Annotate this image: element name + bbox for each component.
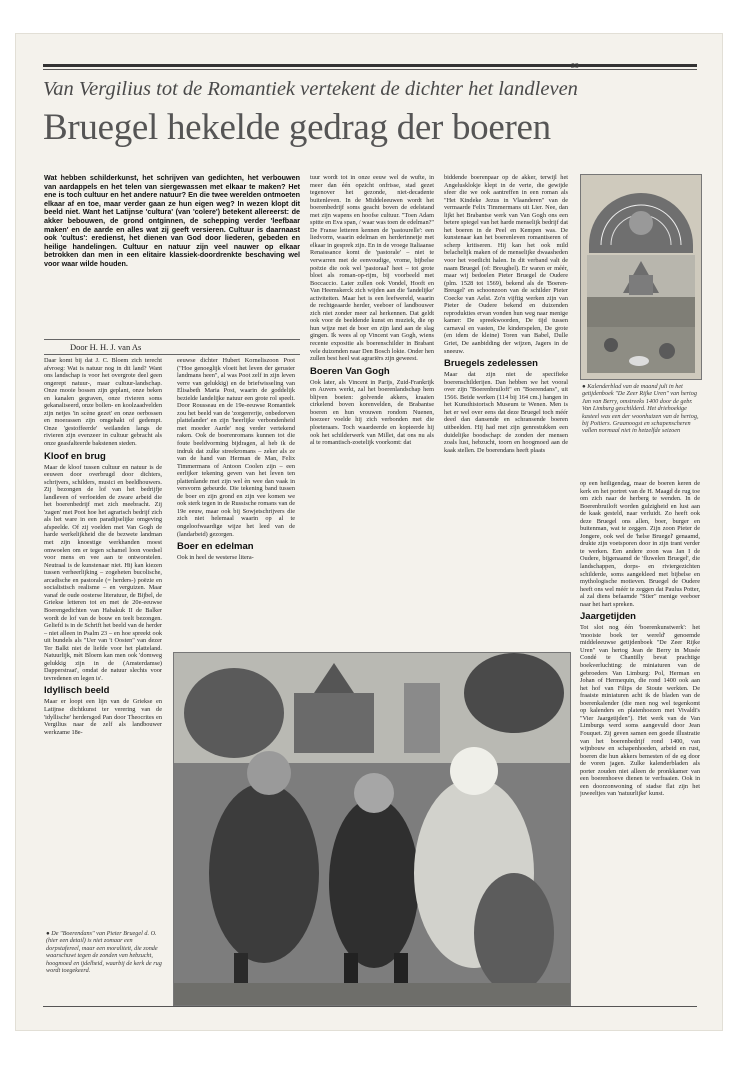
paragraph: Ook later, als Vincent in Parijs, Zuid-Frankrijk en Auvers werkt, zal het boerenlandschap hem blijven boeien: golvende akkers, kraaien cirkelend boven korenvelden, de Brabantse boeren en hun vrouwen rondom Nuenen, hoezeer voelde hij zich verbonden met die ploeteraars. Toch waardeerde en kopieerde hij ook het schilderwerk van Millet, dat ons nu als al te romantisch-zoetelijk voorkomt: dat [310,378,434,447]
paragraph: Ook in heel de westerse litera- [177,554,254,562]
paragraph: eeuwse dichter Hubert Korneliszoon Poot ("Hoe genoeglijk vloeit het leven der geruster landmans heen", al was Poot zelf in zijn leven verre van gelukkig) en de briefwisseling van Elisabeth Maria Post, waarin de goddelijk bezielde landelijke natuur een grote rol speelt. Door Rousseau en de 19e-eeuwse Romantiek zou het beeld van de 'zorgenvrije, onbedorven plattelander' en zijn 'heerlijke verbondenheid met moeder Aarde' nog verder vertekend raken. Ook de boerenromans kunnen tot die foute beeldvorming bijdragen, al heb ik de indruk dat zulke streekromans – zeker als ze van de hand van Herman de Man, Felix Timmermans of Antoon Coolen zijn – een eerlijker tekening geven van het leven ten plattenlande met zijn wel èn wee dan vaak in versvorm gebeurde. Die tekening band tussen de boer en zijn grond en zijn vee komen we ook sterk tegen in de Russische romans van de 19e eeuw, maar ook bij Sowjetschrijvers die zich niet helemaal waarin op al te ongeloofwaardige wijze het leed van de (landarbeid) gezorgen. [177,357,295,538]
paragraph: op een heiligendag, maar de boeren keren de kerk en het portret van de H. Maagd de rug toe om zich naar de herberg te wenden. In de Boerenbruiloft worden gulzigheid en lust aan de kaak gesteld, naar verluidt. Zo heeft ook deze Bruegel ons allen, boer, burger en buitenman, wat te zeggen. Zijn zoon Pieter de Jongere, ook wel de 'helse Bruegel' genaamd, drukte zijn voetsporen door in zijn trant verder te werken. Een andere zoon was Jan I de Oudere, bijgenaamd de 'fluwelen Bruegel', die landschappen, dorps- en riviergezichten schilderde, soms aangekleed met bijbelse en mythologische motieven. Bruegel de Oudere heeft ons wel méér te zeggen dat Paulus Potter, al zal diens befaamde "Stier" menige veeboer naar het hart spreken. [580,480,700,608]
headline: Bruegel hekelde gedrag der boeren [43,107,551,148]
paragraph: Maar dat zijn niet de specifieke boerenschilderijen. Dan hebben we het vooral over zijn "Boerenbruiloft" en "Boerendans", uit 1566. Beide werken (114 bij 164 cm.) hangen in het Kunsthistorisch Museum te Wenen. Men is het er wel over eens dat deze Bruegel toch méér deed dan dansende en schransende boeren uitbeelden. Hij had met zijn genrestukken een duidelijke boodschap: de zonden der mensen zoals lust, hebzucht, toorn en hoogmoed aan de kaak stellen. De boerendans heeft plaats [444,371,568,454]
bottom-rule [43,1006,697,1007]
paragraph: tuur wordt tot in onze eeuw wel de wufte, in meer dan één opzicht onfrisse, stad gezet tegenover het gezonde, niet-decadente buitenleven. In de Middeleeuwen wordt het boerenbedrijf soms geacht boven de edelstand met zijn wapens en hoofse cultuur. "Toen Adam spitte en Eva span, / waar was toen de edelman?" De Franse letteren kennen de 'pastourelle': een liedvorm, waarin edelman en herderinnetje met elkaar in gesprek zijn. En in de vroege Italiaanse Renaissance komt de 'pastorale' – niet te verwarren met de eenvoudige, vrome, bijbelse poëzie die ook wel 'pastoraal' heet – tot grote bloei als roman-op-rijm, bij voorbeeld met Boccaccio. Later zullen ook Vondel, Hooft en Van Heemskerck zich wijden aan die 'landelijke' activiteiten. Maar het is een leefwereld, waarin de rechtgeaarde herder, veeboer of landbouwer zich niet zonder meer zal herkennen. Dat geldt ook voor de beeldende kunst en muziek, die op hun wijze met de boer en zijn land aan de slag gingen. Ik wees al op Vincent van Gogh, wiens recente expositie als boerenschilder in Brabant vele duizenden naar Den Bosch lokte. Onder hen zullen best heel wat agrariërs zijn geweest. [310,174,434,363]
subheading-boer-en-edelman: Boer en edelman [177,541,254,553]
subheading-bruegels-zedelessen: Bruegels zedelessen [444,358,538,370]
top-rule [43,64,697,67]
byline: Door H. H. J. van As [44,339,300,355]
calendar-miniature-image [580,174,702,380]
peasant-dance-drawing [174,653,570,1005]
newspaper-page [16,34,722,1030]
calendar-miniature-drawing [581,175,701,379]
column-2 [177,357,295,670]
peasant-dance-image [173,652,571,1006]
dance-caption: ● De "Boerendans" van Pieter Bruegel d. O. (hier een detail) is niet zomaar een dorpstafereel, maar een moraliteit, die zonde waarschuwt tegen de zonden van hebzucht, hoogmoed en ijdelheid, waarbij de kerk de rug wordt toegekeerd. [46,930,162,975]
intro-paragraph: Wat hebben schilderkunst, het schrijven van gedichten, het verbouwen van aardappels en het telen van siergewassen met elkaar te maken? Het ene is toch cultuur en het andere natuur? En die twee werelden ontmoeten elkaar af en toe, maar verder gaan ze hun eigen weg? In wezen klopt dit beeld niet. Want het Latijnse 'cultura' (van 'colere') betekent allereerst: de akker bebouwen, de grond ontginnen, de schepping verder 'leefbaar maken' en de aarde en alles wat zij geeft versieren. Cultuur is daarnaast ook 'cultus': eredienst, het dienen van God door liederen, gebeden en heilige handelingen. Cultuur en natuur zijn veel nauwer op elkaar betrokken dan men in een elitaire klassiek-doordrenkte beschaving wel voor waar wilde houden. [44,173,300,268]
subheading-idyllisch-beeld: Idyllisch beeld [44,685,110,697]
subheading-jaargetijden: Jaargetijden [580,611,636,623]
paragraph: Maar er loopt een lijn van de Griekse en Latijnse dichtkunst ter verering van de 'idyllische' herdersgod Pan door Theocrites en Vergilius naar de zelf als landbouwer werkzame 18e- [44,698,162,736]
column-3 [310,174,434,670]
top-rule-thin [43,69,697,70]
paragraph: Daar komt bij dat J. C. Bloem zich terecht afvroeg: Wat is natuur nog in dit land? Want ons landschap is voor het overgrote deel geen ongerept natuur-, maar cultuur-landschap. Onze mooie bossen zijn geplant, onze beken en kanalen gegraven, onze rivieren soms gekanaliseerd, onze bollen- en koolzaadvelden zijn netjes 'in scène gezet' en onze oerbossen en moerassen zijn omgehakt of gedempt. Onze 'gestoffeerde' weilanden langs de rivieren zijn evenzeer in cultuur gebracht als onze geasfalteerde bakstenen steden. [44,357,162,448]
subheading-kloof-en-brug: Kloof en brug [44,450,106,462]
column-4 [444,174,568,670]
kicker: Van Vergilius tot de Romantiek vertekent de dichter het landleven [43,78,578,100]
paragraph: Tot slot nog één 'boerenkunstwerk': het 'mooiste boek ter wereld' genoemde middeleeuwse getijdenboek "De Zeer Rijke Uren" van hertog Jean de Berry in Musée Condé te Chantilly bevat prachtige boekverluchting: de miniaturen van de gebroeders Van Limburg: Pol, Herman en Johan of Hermequin, die rond 1400 ook aan het hof van Filips de Stoute werkten. De fraaiste miniaturen acht ik de bladen van de boerenkalender (die men nog wel tegenkomt op kalenders en platenhoezen met Vivaldi's "Vier Jaargetijden"). Het werk van de Van Limburgs werd soms aangevuld door Jean Fouquet. Zij geven samen een goede illustratie van het boerenbedrijf rond 1400, van wijnbouw en schapenhoeden, arbeid en rust, boeren die hun akkers bemesten of de eg door de voren jagen. Zulke kalenderbladen als porter zouden niet alleen de pronkkamer van een boerenhoeve dienen te verfraaien. Ook in een doorzonwoning of stadse flat zijn het juweeltjes van 'natuurlijke' kunst. [580,624,700,798]
subheading-boeren-van-gogh: Boeren Van Gogh [310,365,390,377]
paragraph: Maar de kloof tussen cultuur en natuur is de eeuwen door overbrugd door dichters, schrijvers, schilders, musici en beeldhouwers. Zij bezongen de lof van het bedrijfje landleven of verfoeiden de zware arbeid die het boerenbedrijf met zich meebracht. Zij 'zagen' met Poot hoe het agrarisch bedrijf zich als het ware in een paradijselijke omgeving afspeelde. Of zij voelden met Van Gogh de harde werkelijkheid die de bezwete landman met zijn knoestige werkhanden moest omwoelen om er tegen schamel loon voedsel voor mens en vee aan te ontworstelen. Neutraal is de kunstenaar niet. Hij kan kiezen tussen verheerlijking – zogeheten bucolische, arcadische en pastorale (= herders-) poëzie en socialistisch realisme – en verguizen. Maar vanaf de oude oosterse literatuur, de Bijbel, de Griekse letteren tot en met de 20e-eeuwse Boerengedichten van Habakuk II de Balker wordt de lof van de bouw en teelt bezongen. Geliefd is in de Schrift het beeld van de herder – niet alleen in Psalm 23 – en hoe spreekt ook uit bundels als "Uer van 't Oosten" van dezer Ter Balkt niet de liefde voor het platteland. Natuurlijk, mèt Bloem kan men ook 'domweg gelukkig zijn in de (Amsterdamse) Dapperstraat', omdat de natuur slechts voor tevredenen en legen is'. [44,463,162,682]
paragraph: biddende boerenpaar op de akker, terwijl het Angelusklokje klept in de verte, die gewijde sfeer die we ook aantreffen in een roman als "Het Kindeke Jezus in Vlaanderen" van de vermaarde Felix Timmermans uit Lier. Nee, dan lijkt het Brabantse werk van Van Gogh ons een betere spiegel van het harde menselijk bedrijf dat het boeren in de Peel en Kempen was. De kunstenaar kan het boerenleven romantiseren of scherp kritiseren. Hij kan het ook mild belachelijk maken of de menselijke dwaasheden voor het voetlicht halen. In dit verband valt de naam Bruegel (of: Breughel). Er waren er méér, maar wij bedoelen Pieter Bruegel de Oudere (plm. 1528 tot 1569), bekend als de 'Boeren-Breugel' en schoonzoon van de schilder Pieter Coecke van Aelst. Zo'n vijftig werken zijn van Pieter de Oudere bekend en duizenden reprodukties ervan vonden hun weg naar menige kamer: De spreekwoorden, De tijd tussen carnaval en vasten, De kinderspelen, De grote (en idem de kleine) Toren van Babel, Dulle Griet, De aanbidding der wijzen, Jagers in de sneeuw. [444,174,568,355]
calendar-caption: ● Kalenderblad van de maand juli in het getijdenboek "De Zeer Rijke Uren" van hertog Jan van Berry, omstreeks 1400 door de gebr. Van Limburg geschilderd. Het driehoekige kasteel was een der woonhuizen van de hertog, bij Poitiers. Graanoogst en schapenscheren vallen normaal niet in hetzelfde seizoen [582,383,699,435]
page-number: 23 [571,63,579,70]
column-5 [580,480,700,1000]
column-1 [44,357,162,877]
